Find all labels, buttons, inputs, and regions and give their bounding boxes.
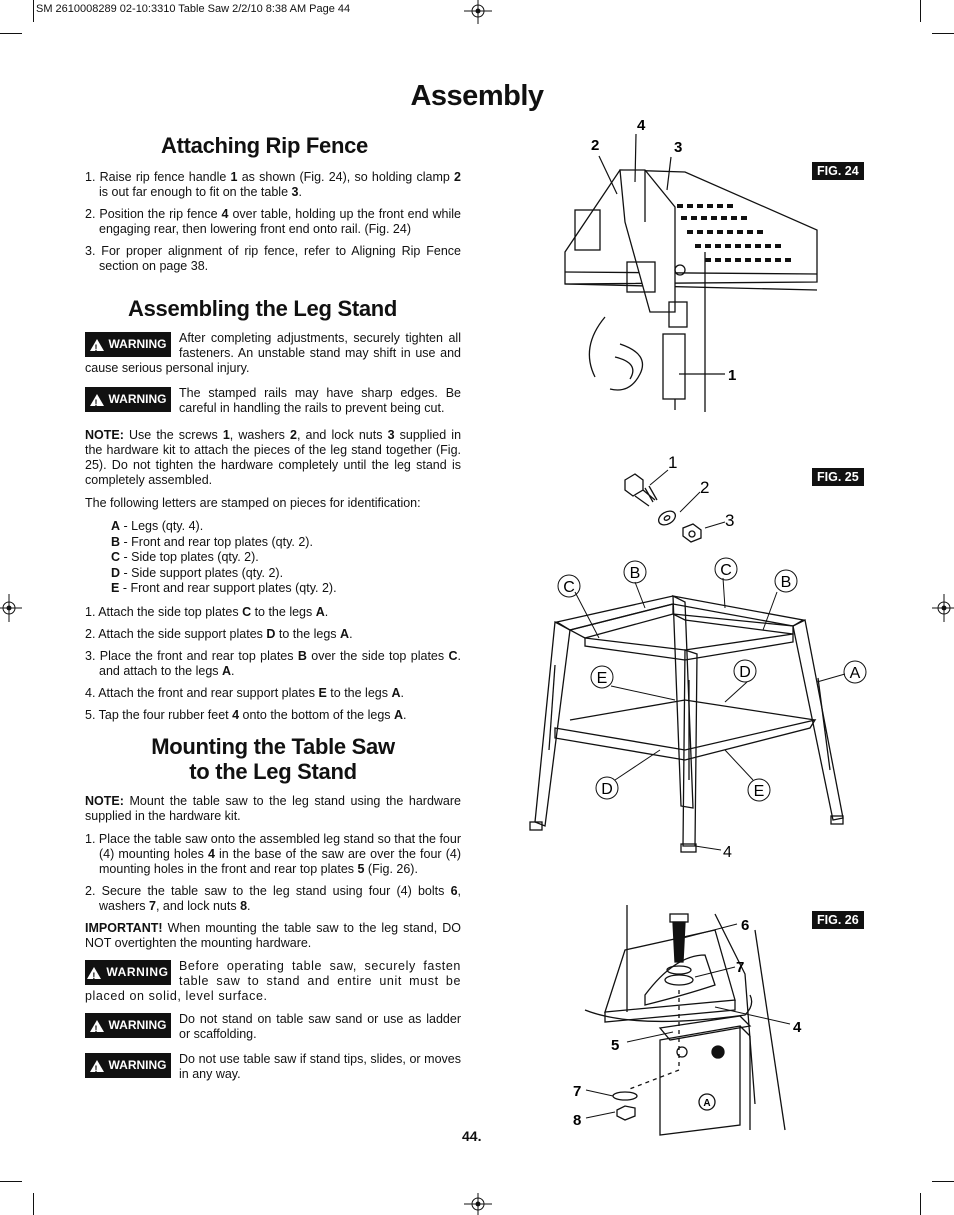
warning-badge: ! WARNING (85, 332, 171, 357)
mounting-section (85, 794, 461, 1088)
callout-D: D (601, 781, 613, 798)
registration-mark-top (464, 0, 492, 24)
warning-badge: ! WARNING (85, 1053, 171, 1078)
callout-A: A (849, 665, 861, 682)
rip-step-3: 3. For proper alignment of rip fence, refer to Aligning Rip Fence section on page 38. (85, 244, 461, 273)
letter-item: C - Side top plates (qty. 2). (111, 550, 259, 564)
callout-6: 6 (741, 917, 750, 934)
letter-item: B - Front and rear top plates (qty. 2). (111, 534, 313, 549)
warning-block-2: ! WARNING The stamped rails may have sharp edges. Be careful in handling the rails to prevent being cut. (85, 386, 461, 416)
print-header: SM 2610008289 02-10:3310 Table Saw 2/2/10 8:38 AM Page 44 (36, 3, 351, 15)
callout-4: 4 (793, 1019, 802, 1036)
heading-attaching-rip-fence: Attaching Rip Fence (161, 133, 368, 158)
heading-assembling-leg-stand: Assembling the Leg Stand (128, 296, 398, 321)
leg-step-2: 2. Attach the side support plates D to the legs A. (85, 626, 353, 641)
mount-step-1: 1. Place the table saw onto the assembled leg stand so that the four (4) mounting holes 4 in the base of the saw are over the four (4) mounting holes in the front and rear top plates 5 (Fig. 26). (85, 832, 461, 876)
fig-26-label: FIG. 26 (812, 911, 864, 929)
callout-5: 5 (611, 1037, 620, 1054)
callout-D: D (739, 664, 751, 681)
warning-badge: ! WARNING (85, 960, 171, 985)
callout-8: 8 (573, 1112, 582, 1129)
warning-block-1: ! WARNING After completing adjustments, securely tighten all fasteners. An unstable stand may shift in use and cause serious personal injury. (85, 331, 461, 375)
leg-step-5: 5. Tap the four rubber feet 4 onto the bottom of the legs A. (85, 707, 407, 722)
fig-26-mounting-illustration (565, 900, 815, 1135)
leg-step-3: 3. Place the front and rear top plates B over the side top plates C. and attach to the legs A. (85, 648, 461, 678)
rip-step-1: 1. Raise rip fence handle 1 as shown (Fig. 24), so holding clamp 2 is out far enough to fit on the table 3. (85, 170, 461, 199)
heading-mounting-table-saw: Mounting the Table Saw to the Leg Stand (151, 734, 395, 784)
important-note: IMPORTANT! When mounting the table saw to the leg stand, DO NOT overtighten the mounting hardware. (85, 921, 461, 950)
warning-block-4: ! WARNING Do not stand on table saw sand or use as ladder or scaffolding. (85, 1012, 461, 1042)
alert-triangle-icon: ! (90, 1020, 104, 1032)
fig-24-rip-fence-illustration (555, 112, 825, 412)
callout-A: A (703, 1098, 711, 1109)
page-title: Assembly (410, 80, 544, 112)
warning-block-5: ! WARNING Do not use table saw if stand tips, slides, or moves in any way. (85, 1052, 461, 1082)
callout-C: C (563, 579, 575, 596)
fig-25-label: FIG. 25 (812, 468, 864, 486)
callout-4: 4 (637, 117, 646, 134)
callout-B: B (629, 565, 641, 582)
callout-E: E (753, 783, 765, 800)
page-number: 44. (462, 1128, 482, 1144)
alert-triangle-icon: ! (90, 1060, 104, 1072)
callout-E: E (596, 670, 608, 687)
callout-3: 3 (725, 511, 735, 530)
callout-1: 1 (668, 453, 678, 472)
callout-3: 3 (674, 139, 683, 156)
fig-24-label: FIG. 24 (812, 162, 864, 180)
rip-step-2: 2. Position the rip fence 4 over table, holding up the front end while engaging rear, then lowering front end onto rail. (Fig. 24) (85, 207, 461, 236)
callout-7: 7 (573, 1083, 582, 1100)
leg-note: NOTE: Use the screws 1, washers 2, and lock nuts 3 supplied in the hardware kit to attach the pieces of the leg stand together (Fig. 25). Do not tighten the hardware completely until the leg stand is completely assembled. (85, 428, 462, 487)
fig-25-leg-stand-illustration (525, 450, 861, 861)
warning-block-3: ! WARNING Before operating table saw, securely fasten table saw to stand and entire unit must be placed on solid, level surface. (85, 959, 461, 1003)
alert-triangle-icon: ! (90, 394, 104, 406)
callout-2: 2 (700, 478, 710, 497)
leg-step-4: 4. Attach the front and rear support plates E to the legs A. (85, 685, 404, 700)
mount-note: NOTE: Mount the table saw to the leg stand using the hardware supplied in the hardware kit. (85, 794, 461, 823)
leg-step-1: 1. Attach the side top plates C to the legs A. (85, 604, 329, 619)
alert-triangle-icon: ! (90, 339, 104, 351)
callout-7: 7 (736, 959, 745, 976)
letter-item: E - Front and rear support plates (qty. 2). (111, 581, 337, 595)
letter-item: A - Legs (qty. 4). (111, 519, 204, 533)
letters-intro: The following letters are stamped on pieces for identification: (85, 496, 421, 510)
callout-4: 4 (723, 844, 732, 861)
registration-mark-bottom (464, 1193, 492, 1215)
callout-B: B (780, 574, 792, 591)
leg-stand-section (85, 331, 461, 730)
mount-step-2: 2. Secure the table saw to the leg stand using four (4) bolts 6, washers 7, and lock nuts 8. (85, 884, 461, 913)
registration-mark-left (0, 594, 22, 622)
letter-item: D - Side support plates (qty. 2). (111, 565, 284, 580)
registration-mark-right (932, 594, 954, 622)
letters-list (85, 519, 461, 597)
callout-1: 1 (728, 367, 737, 384)
rip-fence-steps (85, 170, 461, 281)
alert-triangle-icon: ! (87, 967, 101, 979)
callout-2: 2 (591, 137, 600, 154)
callout-C: C (720, 562, 732, 579)
warning-badge: ! WARNING (85, 387, 171, 412)
warning-badge: ! WARNING (85, 1013, 171, 1038)
